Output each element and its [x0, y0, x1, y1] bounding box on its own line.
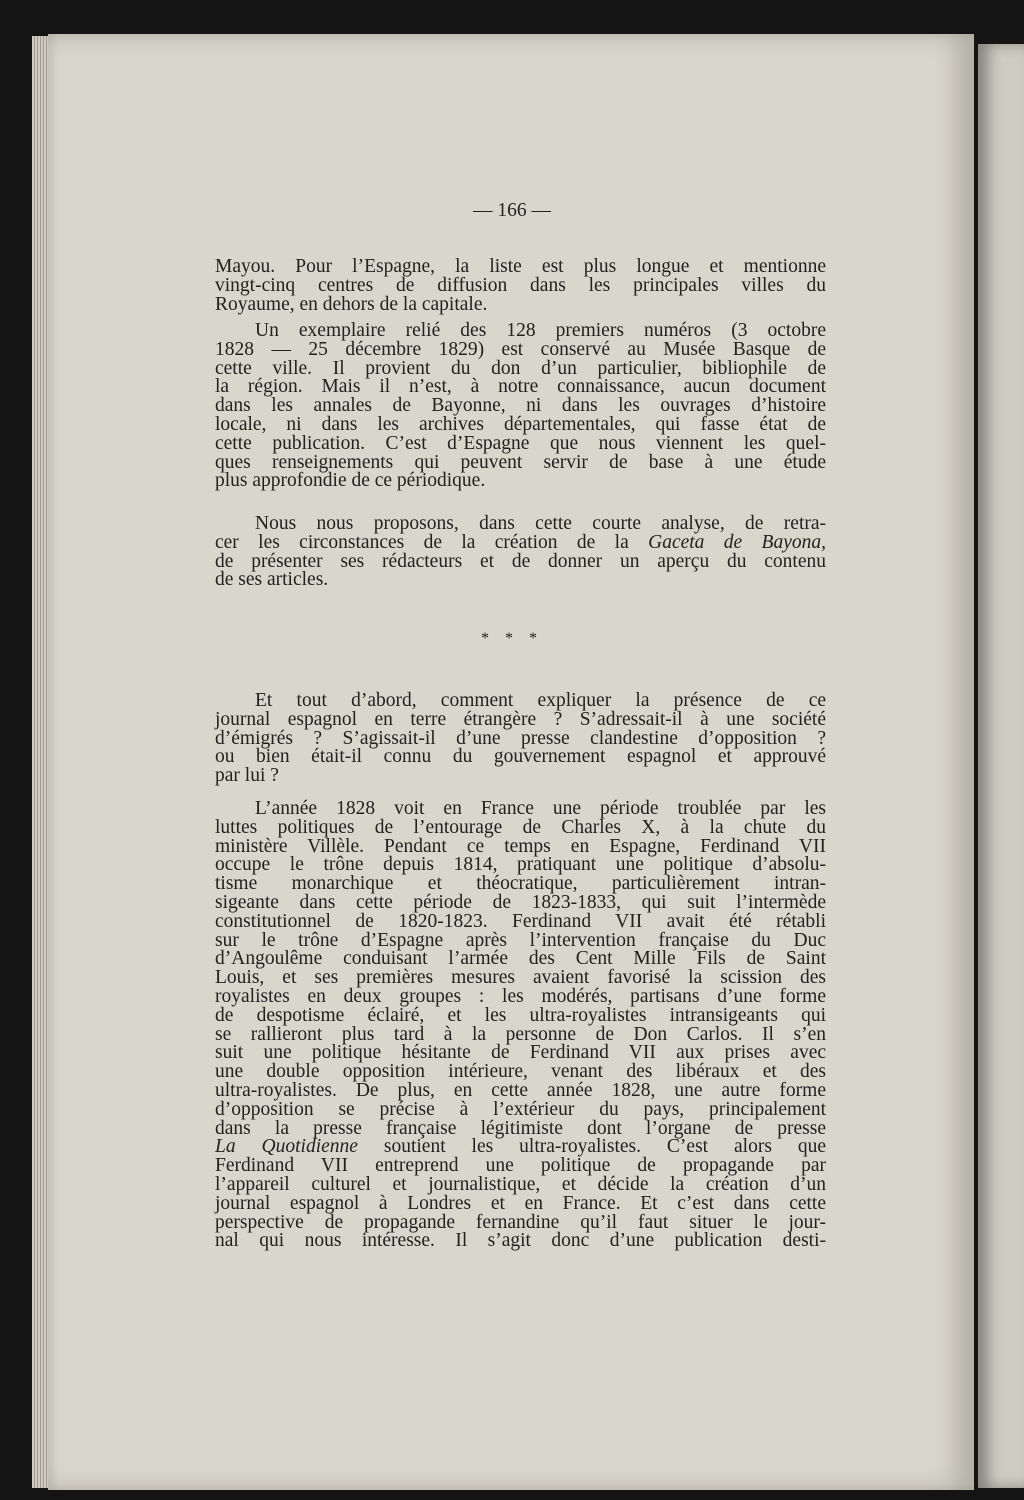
text-line	[215, 531, 826, 553]
text-line: l’appareil culturel et journalistique, et décide la création d’un	[215, 1173, 826, 1195]
paragraph	[215, 515, 826, 590]
text-line: vingt-cinq centres de diffusion dans les principales villes du	[215, 274, 826, 296]
text-line: ministère Villèle. Pendant ce temps en Espagne, Ferdinand VII	[215, 835, 826, 857]
text-line: Mayou. Pour l’Espagne, la liste est plus longue et mentionne	[215, 256, 826, 277]
text-line: cette publication. C’est d’Espagne que nous viennent les quel-	[215, 432, 826, 454]
text-line: suit une politique hésitante de Ferdinand VII aux prises avec	[215, 1042, 826, 1064]
paragraph	[215, 692, 826, 786]
text-line: ques renseignements qui peuvent servir de base à une étude	[215, 451, 826, 473]
text-line: 1828 — 25 décembre 1829) est conservé au Musée Basque de	[215, 338, 826, 360]
text-line: d’émigrés ? S’agissait-il d’une presse clandestine d’opposition ?	[215, 727, 826, 749]
text-line: tisme monarchique et théocratique, particulièrement intran-	[215, 873, 826, 895]
text-line: perspective de propagande fernandine qu’il faut situer le jour-	[215, 1211, 826, 1233]
text-segment: cer les circonstances de la création de la	[215, 531, 649, 553]
text-line: la région. Mais il n’est, à notre connaissance, aucun document	[215, 376, 826, 398]
section-separator: * * *	[481, 630, 543, 647]
text-line: ou bien était-il connu du gouvernement espagnol et approuvé	[215, 746, 826, 768]
text-line: nal qui nous intéresse. Il s’agit donc d’une publication desti-	[215, 1230, 826, 1252]
text-line: journal espagnol en terre étrangère ? S’adressait-il à une société	[215, 708, 826, 730]
text-line: royalistes en deux groupes : les modérés, partisans d’une forme	[215, 985, 826, 1007]
text-line: occupe le trône depuis 1814, pratiquant une politique d’absolu-	[215, 854, 826, 876]
paragraph	[215, 800, 826, 1251]
italic-title: Gaceta de Bayona,	[648, 531, 826, 553]
paragraph	[215, 258, 826, 314]
text-line: Louis, et ses premières mesures avaient favorisé la scission des	[215, 967, 826, 989]
text-line: dans les annales de Bayonne, ni dans les ouvrages d’histoire	[215, 395, 826, 417]
text-line: ultra-royalistes. De plus, en cette année 1828, une autre forme	[215, 1079, 826, 1101]
text-line: L’année 1828 voit en France une période troublée par les	[255, 798, 826, 819]
text-line: constitutionnel de 1820-1823. Ferdinand VII avait été rétabli	[215, 910, 826, 932]
paragraph	[215, 322, 826, 491]
text-line: de despotisme éclairé, et les ultra-royalistes intransigeants qui	[215, 1004, 826, 1026]
text-line: une double opposition intérieure, venant des libéraux et des	[215, 1061, 826, 1083]
text-line: par lui ?	[215, 765, 279, 787]
text-line: sur le trône d’Espagne après l’intervention française du Duc	[215, 929, 826, 951]
facing-page-edge	[978, 44, 1024, 1488]
text-line: Nous nous proposons, dans cette courte analyse, de retra-	[255, 513, 826, 534]
text-line: d’Angoulême conduisant l’armée des Cent Mille Fils de Saint	[215, 948, 826, 970]
text-line: de ses articles.	[215, 569, 329, 591]
page-number: — 166 —	[473, 200, 551, 221]
text-line: luttes politiques de l’entourage de Charles X, à la chute du	[215, 816, 826, 838]
text-line: plus approfondie de ce périodique.	[215, 470, 486, 492]
text-line: sigeante dans cette période de 1823-1833, qui suit l’intermède	[215, 891, 826, 913]
text-line: dans la presse française légitimiste dont l’organe de presse	[215, 1117, 826, 1139]
text-line: d’opposition se précise à l’extérieur du pays, principalement	[215, 1098, 826, 1120]
text-line: Et tout d’abord, comment expliquer la présence de ce	[255, 690, 826, 711]
italic-title: La Quotidienne	[215, 1136, 358, 1158]
text-line: Un exemplaire relié des 128 premiers numéros (3 octobre	[255, 320, 826, 341]
text-segment: soutient les ultra-royalistes. C’est alors que	[357, 1136, 827, 1158]
text-line: Ferdinand VII entreprend une politique de propagande par	[215, 1155, 826, 1177]
text-line: Royaume, en dehors de la capitale.	[215, 293, 488, 315]
text-line: cette ville. Il provient du don d’un particulier, bibliophile de	[215, 357, 826, 379]
text-line: locale, ni dans les archives départementales, qui fasse état de	[215, 413, 826, 435]
text-line: journal espagnol à Londres et en France. Et c’est dans cette	[215, 1192, 826, 1214]
text-line: se rallieront plus tard à la personne de Don Carlos. Il s’en	[215, 1023, 826, 1045]
text-line: de présenter ses rédacteurs et de donner un aperçu du contenu	[215, 550, 826, 572]
